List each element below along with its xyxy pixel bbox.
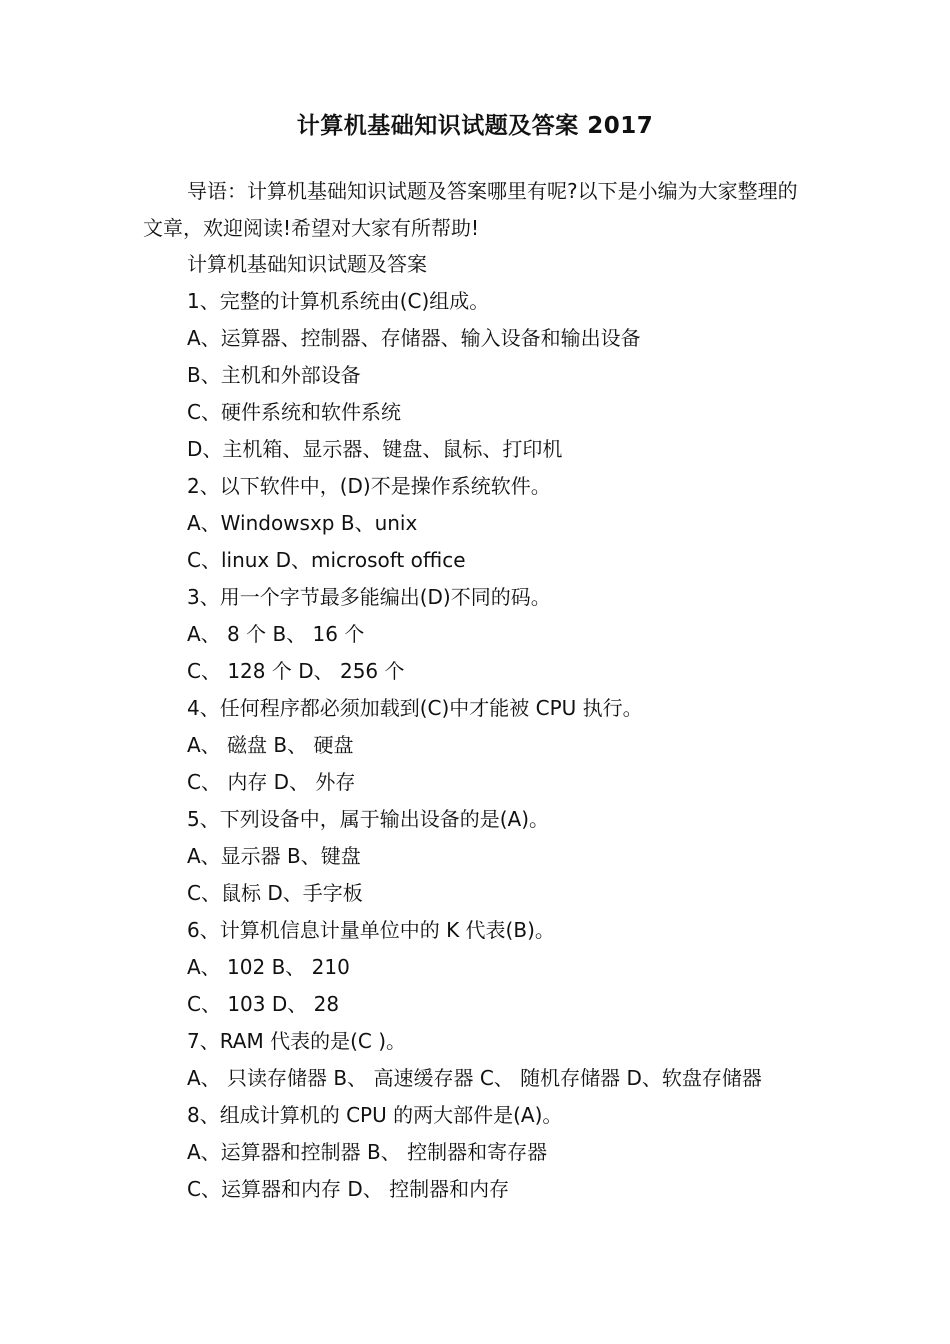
option-line: C、 128 个 D、 256 个 — [187, 659, 405, 683]
option-line: C、 内存 D、 外存 — [187, 770, 356, 794]
option-line: A、运算器和控制器 B、 控制器和寄存器 — [187, 1140, 548, 1164]
option-line: B、主机和外部设备 — [187, 363, 361, 387]
question-7: 7、RAM 代表的是(C )。 — [187, 1029, 407, 1053]
question-3: 3、用一个字节最多能编出(D)不同的码。 — [187, 585, 551, 609]
question-4: 4、任何程序都必须加载到(C)中才能被 CPU 执行。 — [187, 696, 643, 720]
question-8: 8、组成计算机的 CPU 的两大部件是(A)。 — [187, 1103, 563, 1127]
option-line: A、 8 个 B、 16 个 — [187, 622, 365, 646]
question-list — [187, 246, 827, 1208]
document-title: 计算机基础知识试题及答案 2017 — [296, 113, 654, 139]
option-line: D、主机箱、显示器、键盘、鼠标、打印机 — [187, 437, 563, 461]
option-line: A、 磁盘 B、 硬盘 — [187, 733, 354, 757]
option-line: A、Windowsxp B、unix — [187, 511, 418, 535]
question-5: 5、下列设备中，属于输出设备的是(A)。 — [187, 807, 550, 831]
question-1: 1、完整的计算机系统由(C)组成。 — [187, 289, 490, 313]
option-line: A、 只读存储器 B、 高速缓存器 C、 随机存储器 D、软盘存储器 — [187, 1066, 762, 1090]
option-line: A、运算器、控制器、存储器、输入设备和输出设备 — [187, 326, 641, 350]
option-line: C、linux D、microsoft office — [187, 548, 466, 572]
option-line: C、 103 D、 28 — [187, 992, 340, 1016]
question-6: 6、计算机信息计量单位中的 K 代表(B)。 — [187, 918, 555, 942]
intro-paragraph: 导语：计算机基础知识试题及答案哪里有呢?以下是小编为大家整理的文章，欢迎阅读!希望对大家有所帮助! — [143, 179, 798, 240]
option-line: A、 102 B、 210 — [187, 955, 350, 979]
section-heading: 计算机基础知识试题及答案 — [187, 252, 427, 276]
option-line: C、运算器和内存 D、 控制器和内存 — [187, 1177, 510, 1201]
question-2: 2、以下软件中，(D)不是操作系统软件。 — [187, 474, 551, 498]
option-line: A、显示器 B、键盘 — [187, 844, 361, 868]
option-line: C、鼠标 D、手字板 — [187, 881, 363, 905]
option-line: C、硬件系统和软件系统 — [187, 400, 401, 424]
